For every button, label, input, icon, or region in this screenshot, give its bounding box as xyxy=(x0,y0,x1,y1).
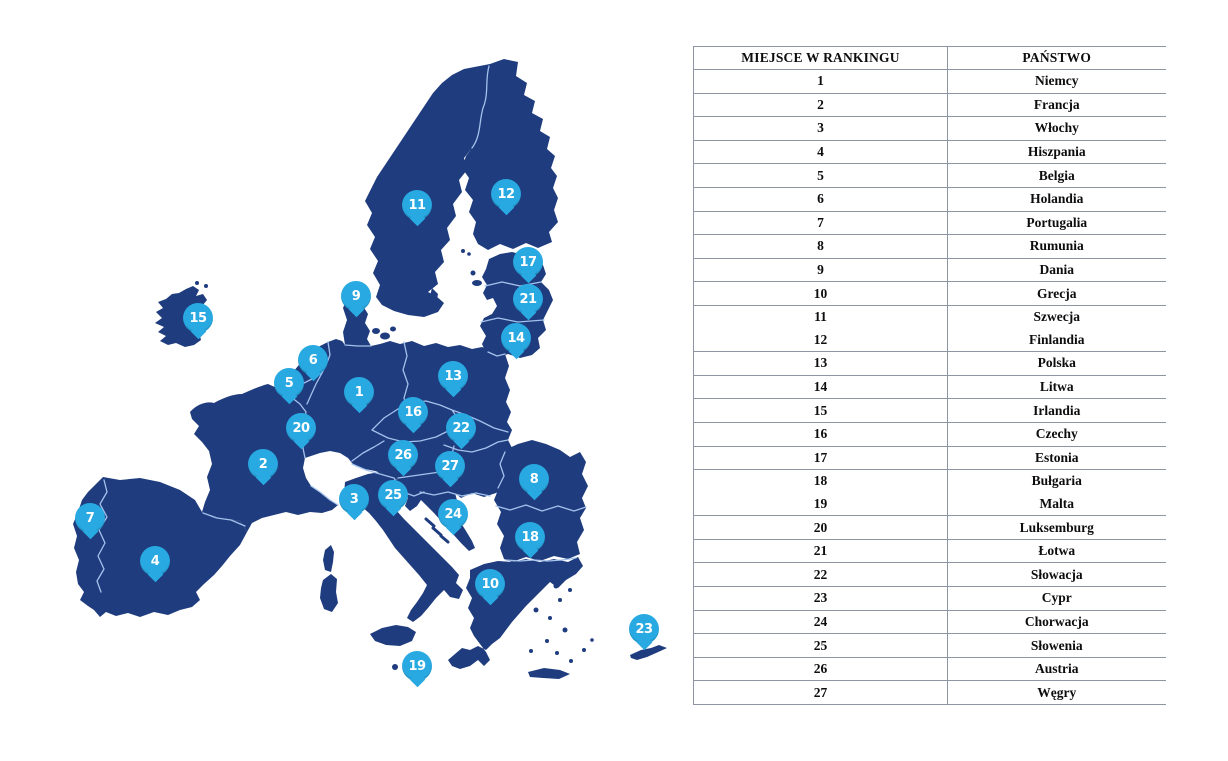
map-pin-12 xyxy=(491,179,521,209)
rank-cell: 24 xyxy=(694,610,948,634)
country-cell: Malta xyxy=(948,493,1166,516)
table-row xyxy=(694,470,1166,493)
pin-number: 12 xyxy=(497,186,515,202)
map-pin-25 xyxy=(378,480,408,510)
pin-number: 10 xyxy=(481,576,499,592)
rank-cell: 7 xyxy=(694,211,948,235)
map-pin-15 xyxy=(183,303,213,333)
table-row xyxy=(694,235,1166,259)
pin-number: 27 xyxy=(441,458,459,474)
ranking-table-wrap xyxy=(693,46,1165,705)
rank-cell: 3 xyxy=(694,117,948,141)
pin-number: 26 xyxy=(394,447,412,463)
rank-cell: 14 xyxy=(694,375,948,399)
country-cell: Dania xyxy=(948,258,1166,282)
danish-island xyxy=(390,327,396,332)
table-row xyxy=(694,211,1166,235)
rank-cell: 5 xyxy=(694,164,948,188)
map-pin-16 xyxy=(398,397,428,427)
estonian-island xyxy=(472,280,482,286)
pin-number: 22 xyxy=(452,420,470,436)
table-row xyxy=(694,187,1166,211)
pin-number: 7 xyxy=(85,510,95,526)
rank-cell: 25 xyxy=(694,634,948,658)
map-pin-19 xyxy=(402,651,432,681)
header-rank: MIEJSCE W RANKINGU xyxy=(694,47,948,70)
table-row xyxy=(694,258,1166,282)
table-row xyxy=(694,587,1166,611)
rank-cell: 6 xyxy=(694,187,948,211)
table-row xyxy=(694,164,1166,188)
rank-cell: 16 xyxy=(694,422,948,446)
rank-cell: 22 xyxy=(694,563,948,587)
map-pin-11 xyxy=(402,190,432,220)
rank-cell: 20 xyxy=(694,516,948,540)
country-cell: Finlandia xyxy=(948,329,1166,352)
danish-island xyxy=(380,333,390,340)
pin-number: 11 xyxy=(408,197,426,213)
pin-number: 1 xyxy=(354,384,364,400)
country-cell: Austria xyxy=(948,657,1166,681)
country-cell: Słowacja xyxy=(948,563,1166,587)
map-pin-27 xyxy=(435,451,465,481)
landmass-greece xyxy=(448,557,583,669)
estonian-island xyxy=(471,271,476,276)
rank-cell: 23 xyxy=(694,587,948,611)
map-pin-20 xyxy=(286,413,316,443)
rank-cell: 17 xyxy=(694,446,948,470)
table-row xyxy=(694,282,1166,306)
pin-number: 2 xyxy=(258,456,268,472)
country-cell: Luksemburg xyxy=(948,516,1166,540)
table-row xyxy=(694,70,1166,94)
ireland-islet xyxy=(195,281,199,285)
map-pin-8 xyxy=(519,464,549,494)
country-cell: Szwecja xyxy=(1033,309,1080,325)
pin-number: 16 xyxy=(404,404,422,420)
table-row xyxy=(694,446,1166,470)
map-pin-6 xyxy=(298,345,328,375)
rank-cell: 26 xyxy=(694,657,948,681)
country-cell: Rumunia xyxy=(948,235,1166,259)
table-row xyxy=(694,681,1166,705)
table-row xyxy=(694,399,1166,423)
map-pin-17 xyxy=(513,247,543,277)
pin-number: 19 xyxy=(408,658,426,674)
table-row xyxy=(694,539,1166,563)
country-cell: Francja xyxy=(948,93,1166,117)
rank-cell: 9 xyxy=(694,258,948,282)
map-pin-23 xyxy=(629,614,659,644)
map-pin-4 xyxy=(140,546,170,576)
country-cell: Polska xyxy=(948,352,1166,376)
rank-cell: 18 xyxy=(694,470,948,493)
pin-number: 14 xyxy=(507,330,525,346)
country-cell: Włochy xyxy=(948,117,1166,141)
country-cell: Belgia xyxy=(948,164,1166,188)
table-row xyxy=(694,375,1166,399)
table-header-row xyxy=(694,47,1166,70)
danish-island xyxy=(372,328,380,334)
map-pin-21 xyxy=(513,284,543,314)
country-cell: Irlandia xyxy=(948,399,1166,423)
rank-cell: 19 xyxy=(694,493,948,516)
island-corsica xyxy=(323,545,334,572)
aland-island xyxy=(467,252,471,256)
map-pin-3 xyxy=(339,484,369,514)
rank-cell: 10 xyxy=(694,282,948,306)
island-sardinia xyxy=(320,574,338,612)
map-pin-22 xyxy=(446,413,476,443)
map-pin-13 xyxy=(438,361,468,391)
aland-island xyxy=(461,249,465,253)
rank-cell: 1 xyxy=(694,70,948,94)
table-row xyxy=(694,563,1166,587)
map-pin-1 xyxy=(344,377,374,407)
country-cell: Estonia xyxy=(948,446,1166,470)
ranking-table-body xyxy=(694,70,1166,705)
country-cell: Grecja xyxy=(948,282,1166,306)
pin-number: 6 xyxy=(308,352,318,368)
map-pin-5 xyxy=(274,368,304,398)
country-cell: Chorwacja xyxy=(948,610,1166,634)
map-pin-18 xyxy=(515,522,545,552)
pin-number: 21 xyxy=(519,291,537,307)
country-cell: Litwa xyxy=(948,375,1166,399)
country-cell: Czechy xyxy=(948,422,1166,446)
rank-cell: 8 xyxy=(694,235,948,259)
country-cell: Węgry xyxy=(948,681,1166,705)
country-cell: Bułgaria xyxy=(1031,473,1082,489)
island-crete xyxy=(528,668,570,679)
rank-cell: 12 xyxy=(694,329,948,352)
pin-number: 13 xyxy=(444,368,462,384)
map-pin-26 xyxy=(388,440,418,470)
pin-number: 4 xyxy=(150,553,160,569)
rank-cell: 15 xyxy=(694,399,948,423)
table-row xyxy=(694,422,1166,446)
table-row xyxy=(694,610,1166,634)
rank-cell: 13 xyxy=(694,352,948,376)
rank-cell: 2 xyxy=(694,93,948,117)
country-cell: Cypr xyxy=(948,587,1166,611)
pin-number: 17 xyxy=(519,254,537,270)
header-country: PAŃSTWO xyxy=(948,47,1166,70)
country-cell: Łotwa xyxy=(948,539,1166,563)
pin-number: 5 xyxy=(284,375,294,391)
country-cell: Słowenia xyxy=(948,634,1166,658)
table-row xyxy=(694,352,1166,376)
table-row xyxy=(694,140,1166,164)
rank-cell: 11 xyxy=(694,305,948,328)
country-cell: Portugalia xyxy=(948,211,1166,235)
island-cyprus xyxy=(630,645,667,660)
pin-number: 15 xyxy=(189,310,207,326)
pin-number: 24 xyxy=(444,506,462,522)
pin-number: 20 xyxy=(292,420,310,436)
map-pin-24 xyxy=(438,499,468,529)
ranking-table xyxy=(693,46,1166,705)
pin-number: 18 xyxy=(521,529,539,545)
map-pin-9 xyxy=(341,281,371,311)
island-malta xyxy=(392,664,398,670)
landmasses xyxy=(73,59,667,679)
table-row xyxy=(694,117,1166,141)
map-pin-10 xyxy=(475,569,505,599)
ireland-islet xyxy=(204,284,208,288)
pin-number: 23 xyxy=(635,621,653,637)
map-pin-14 xyxy=(501,323,531,353)
pin-number: 8 xyxy=(529,471,539,487)
table-row xyxy=(694,657,1166,681)
island-sicily xyxy=(370,625,416,646)
rank-cell: 4 xyxy=(694,140,948,164)
table-row xyxy=(694,634,1166,658)
country-cell: Holandia xyxy=(948,187,1166,211)
table-row xyxy=(694,516,1166,540)
table-row xyxy=(694,493,1166,516)
map-pin-2 xyxy=(248,449,278,479)
pin-number: 25 xyxy=(384,487,402,503)
country-cell: Hiszpania xyxy=(948,140,1166,164)
country-cell: Niemcy xyxy=(948,70,1166,94)
map-pin-7 xyxy=(75,503,105,533)
pin-number: 9 xyxy=(351,288,361,304)
pin-number: 3 xyxy=(349,491,359,507)
table-row xyxy=(694,93,1166,117)
rank-cell: 21 xyxy=(694,539,948,563)
rank-cell: 27 xyxy=(694,681,948,705)
table-row xyxy=(694,329,1166,352)
table-row xyxy=(694,305,1166,328)
